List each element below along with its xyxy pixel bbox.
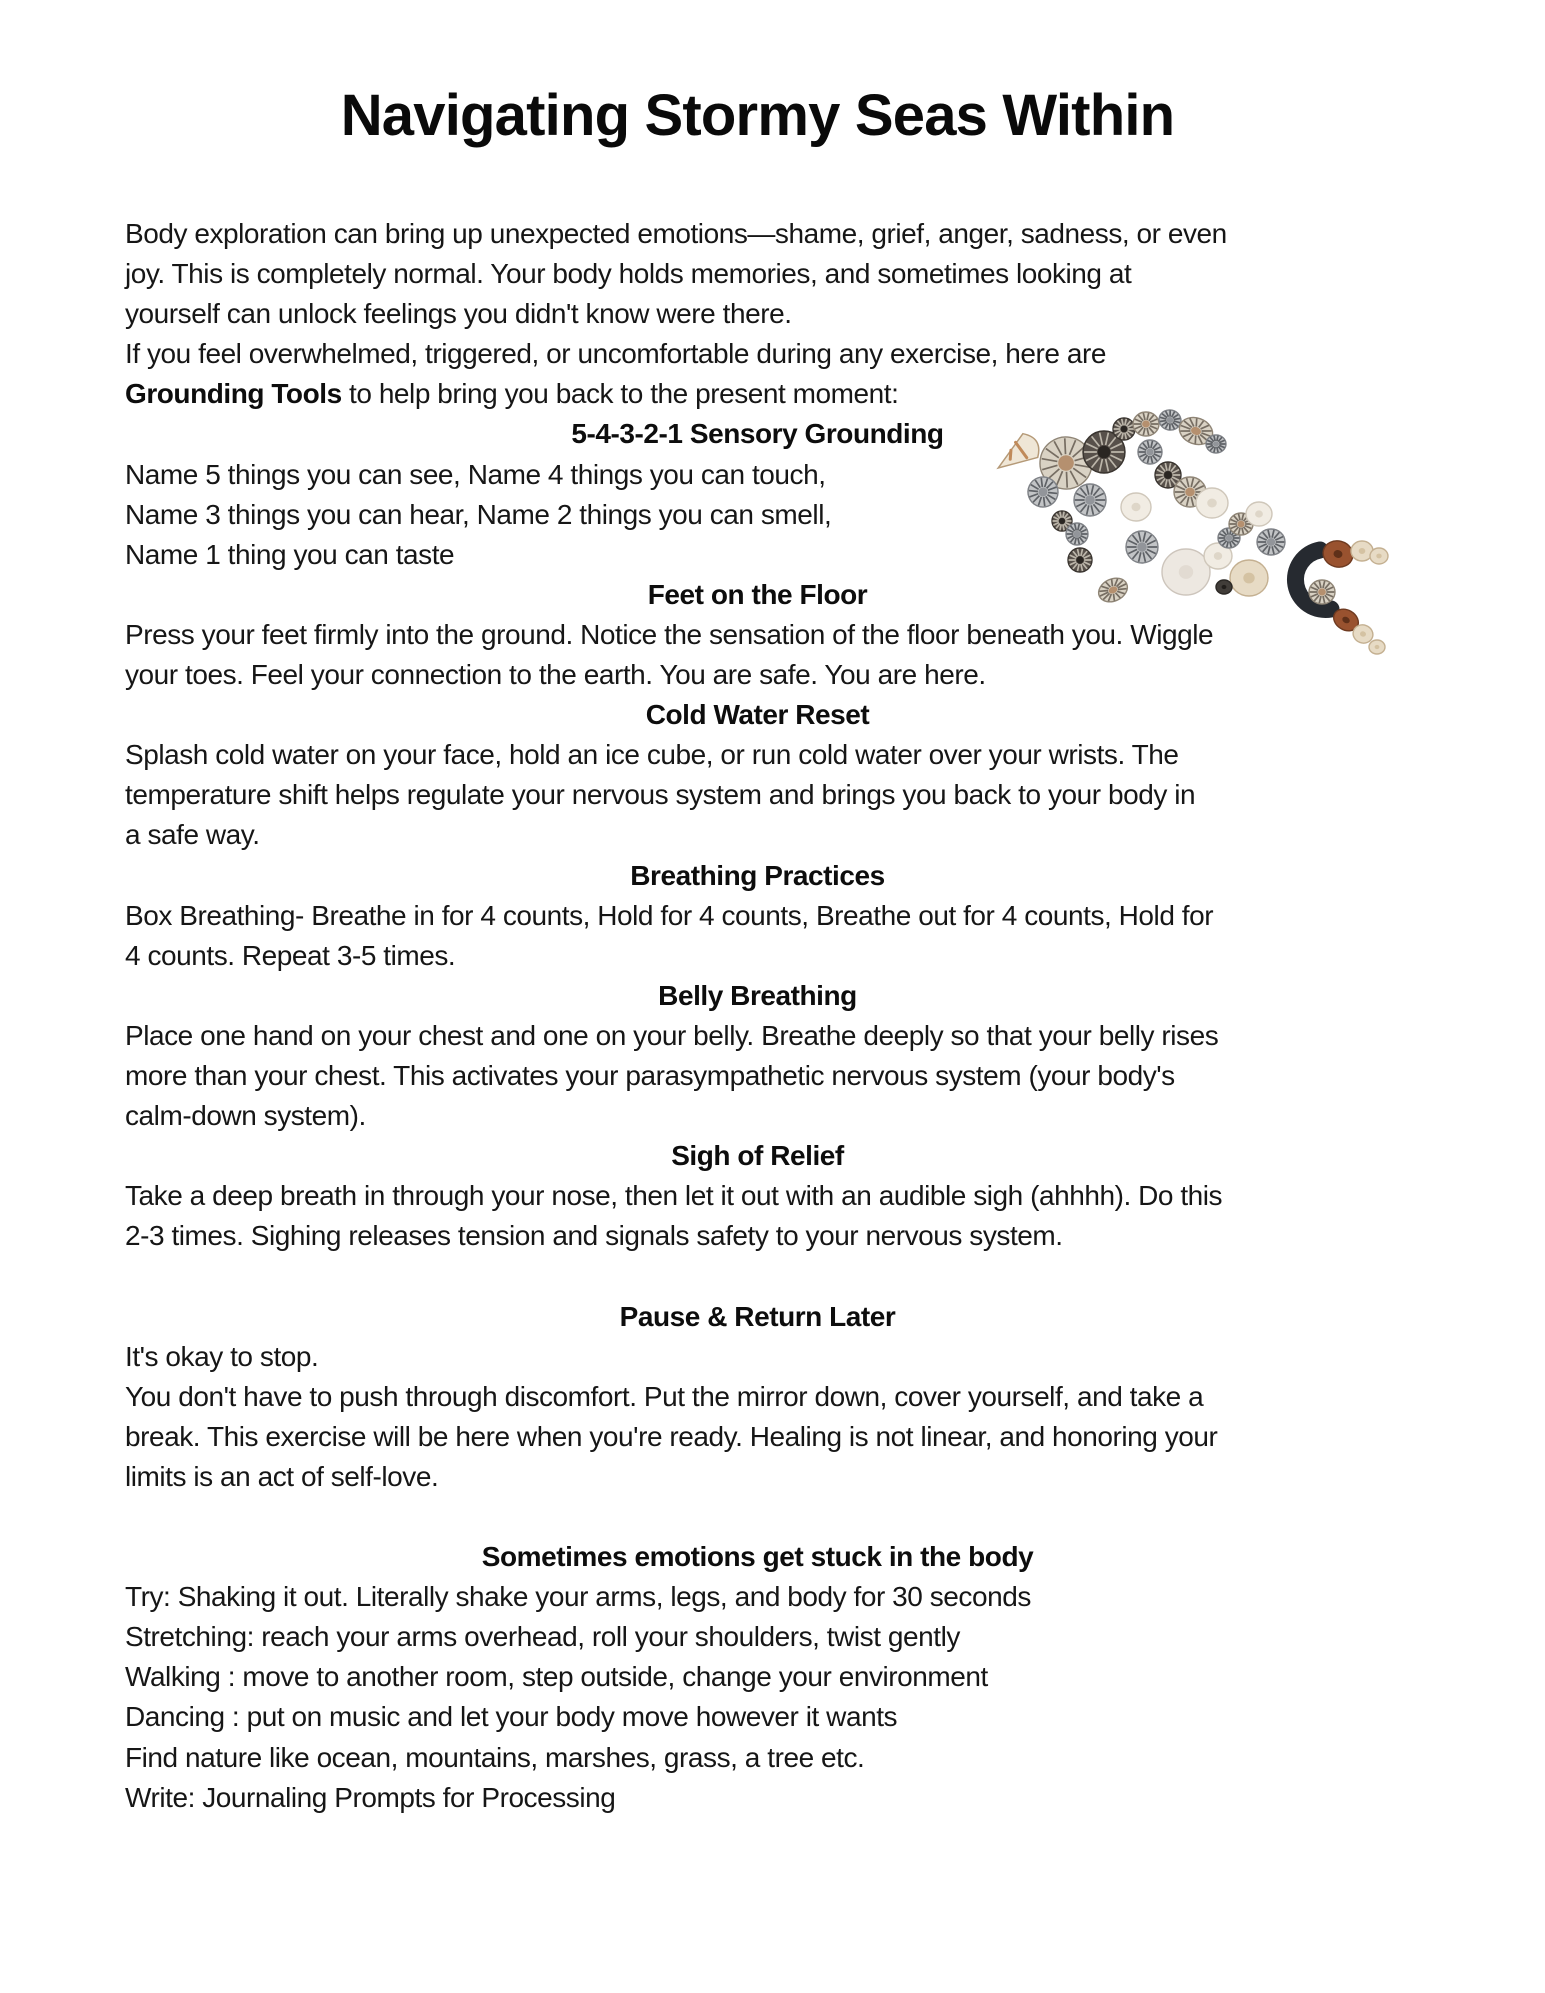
bold-text: Grounding Tools bbox=[125, 378, 342, 410]
section-heading: Sometimes emotions get stuck in the body bbox=[481, 1541, 1034, 1573]
text-line: Press your feet firmly into the ground. Notice the sensation of the floor beneath you. Wiggle bbox=[125, 618, 1214, 650]
section-heading: Sigh of Relief bbox=[671, 1140, 844, 1172]
page-title: Navigating Stormy Seas Within bbox=[340, 83, 1175, 148]
text-line: Splash cold water on your face, hold an ice cube, or run cold water over your wrists. The bbox=[125, 739, 1179, 771]
text-line: calm-down system). bbox=[125, 1100, 366, 1132]
text-line: Stretching: reach your arms overhead, roll your shoulders, twist gently bbox=[125, 1621, 960, 1653]
section-heading: 5-4-3-2-1 Sensory Grounding bbox=[571, 418, 944, 450]
text-line: Name 5 things you can see, Name 4 things you can touch, bbox=[125, 458, 826, 490]
text-line: You don't have to push through discomfort. Put the mirror down, cover yourself, and take a bbox=[125, 1380, 1204, 1412]
text-line: Try: Shaking it out. Literally shake your arms, legs, and body for 30 seconds bbox=[125, 1581, 1031, 1613]
text-line: joy. This is completely normal. Your body holds memories, and sometimes looking at bbox=[125, 258, 1132, 290]
text-line: Name 1 thing you can taste bbox=[125, 538, 455, 570]
text-line: break. This exercise will be here when you're ready. Healing is not linear, and honoring your bbox=[125, 1420, 1218, 1452]
body-text bbox=[125, 214, 1390, 1818]
text-line: more than your chest. This activates your parasympathetic nervous system (your body's bbox=[125, 1059, 1175, 1091]
text-line: Grounding Tools to help bring you back to the present moment: bbox=[125, 378, 899, 410]
section-heading: Feet on the Floor bbox=[647, 578, 868, 610]
text-line: 4 counts. Repeat 3-5 times. bbox=[125, 939, 456, 971]
section-heading: Pause & Return Later bbox=[619, 1300, 896, 1332]
blank-line bbox=[125, 1256, 1390, 1296]
text-line: your toes. Feel your connection to the earth. You are safe. You are here. bbox=[125, 659, 986, 691]
text-line: Write: Journaling Prompts for Processing bbox=[125, 1781, 616, 1813]
text-line: yourself can unlock feelings you didn't know were there. bbox=[125, 298, 792, 330]
text-line: Dancing : put on music and let your body move however it wants bbox=[125, 1701, 898, 1733]
text-line: It's okay to stop. bbox=[125, 1340, 319, 1372]
text-line: If you feel overwhelmed, triggered, or uncomfortable during any exercise, here are bbox=[125, 338, 1106, 370]
text-line: 2-3 times. Sighing releases tension and signals safety to your nervous system. bbox=[125, 1220, 1063, 1252]
text-line: Name 3 things you can hear, Name 2 things you can smell, bbox=[125, 498, 832, 530]
text-line: Take a deep breath in through your nose, then let it out with an audible sigh (ahhhh). Do this bbox=[125, 1180, 1223, 1212]
text-line: Box Breathing- Breathe in for 4 counts, Hold for 4 counts, Breathe out for 4 counts, Hold for bbox=[125, 899, 1214, 931]
text-line: Place one hand on your chest and one on your belly. Breathe deeply so that your belly rises bbox=[125, 1019, 1219, 1051]
text-line: limits is an act of self-love. bbox=[125, 1460, 439, 1492]
text-line: temperature shift helps regulate your nervous system and brings you back to your body in bbox=[125, 779, 1196, 811]
text-line: Find nature like ocean, mountains, marshes, grass, a tree etc. bbox=[125, 1741, 865, 1773]
section-heading: Belly Breathing bbox=[658, 979, 857, 1011]
text-line: a safe way. bbox=[125, 819, 260, 851]
text-line: Body exploration can bring up unexpected emotions—shame, grief, anger, sadness, or even bbox=[125, 218, 1227, 249]
section-heading: Breathing Practices bbox=[630, 859, 885, 891]
text-line: Walking : move to another room, step outside, change your environment bbox=[125, 1661, 988, 1693]
blank-line bbox=[125, 1497, 1390, 1537]
section-heading: Cold Water Reset bbox=[645, 699, 870, 731]
